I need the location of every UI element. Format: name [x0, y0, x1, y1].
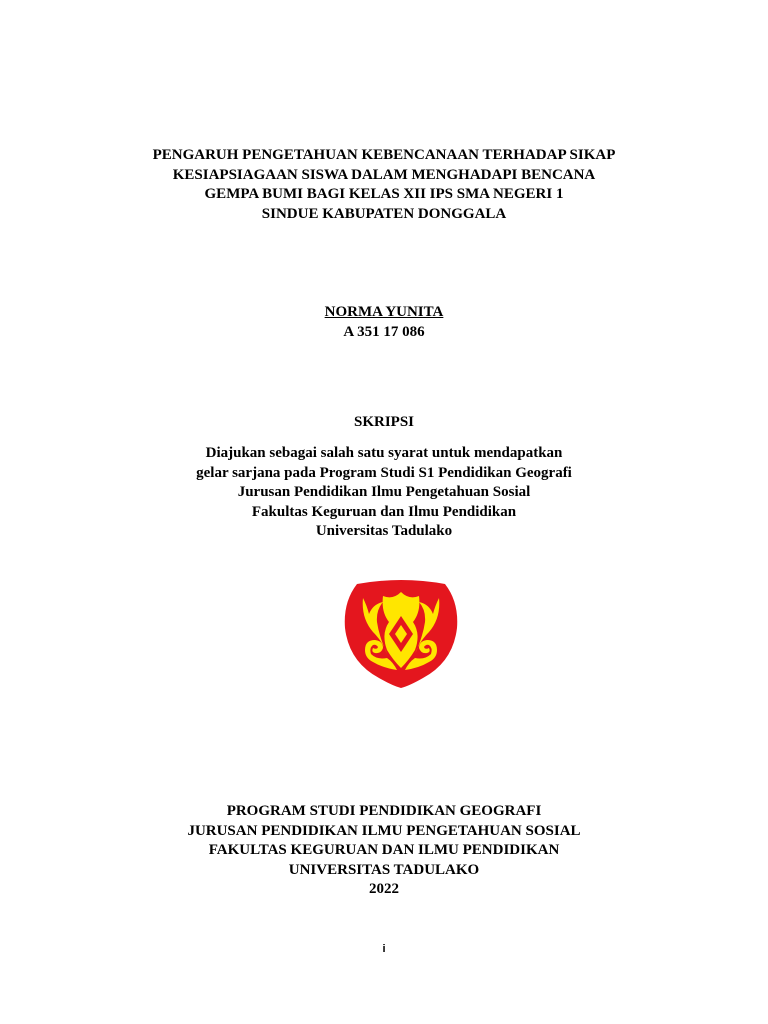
purpose-statement — [0, 444, 768, 542]
page-number: i — [382, 943, 386, 955]
purpose-line: gelar sarjana pada Program Studi S1 Pendidikan Geografi — [196, 464, 572, 481]
year: 2022 — [369, 881, 399, 897]
purpose-line: Jurusan Pendidikan Ilmu Pengetahuan Sosial — [237, 484, 531, 500]
author-name: NORMA YUNITA — [324, 304, 444, 320]
institution-line: JURUSAN PENDIDIKAN ILMU PENGETAHUAN SOSIAL — [187, 822, 581, 839]
title-line: GEMPA BUMI BAGI KELAS XII IPS SMA NEGERI 1 — [204, 186, 564, 202]
title-line: SINDUE KABUPATEN DONGGALA — [261, 205, 507, 222]
institution-line: PROGRAM STUDI PENDIDIKAN GEOGRAFI — [226, 803, 542, 819]
purpose-line: Diajukan sebagai salah satu syarat untuk mendapatkan — [205, 445, 563, 461]
title-line: KESIAPSIAGAAN SISWA DALAM MENGHADAPI BENCANA — [172, 166, 596, 183]
author-block — [0, 303, 768, 342]
purpose-line: Universitas Tadulako — [315, 523, 453, 539]
student-id: A 351 17 086 — [343, 323, 425, 340]
institution-line: UNIVERSITAS TADULAKO — [288, 861, 480, 878]
thesis-title — [0, 146, 768, 224]
document-type — [0, 413, 768, 433]
institution-block — [0, 802, 768, 900]
institution-line: FAKULTAS KEGURUAN DAN ILMU PENDIDIKAN — [208, 842, 560, 858]
document-type-label: SKRIPSI — [353, 414, 415, 430]
university-emblem-icon — [343, 578, 459, 688]
title-line: PENGARUH PENGETAHUAN KEBENCANAAN TERHADAP SIKAP — [152, 147, 616, 163]
purpose-line: Fakultas Keguruan dan Ilmu Pendidikan — [251, 503, 517, 520]
